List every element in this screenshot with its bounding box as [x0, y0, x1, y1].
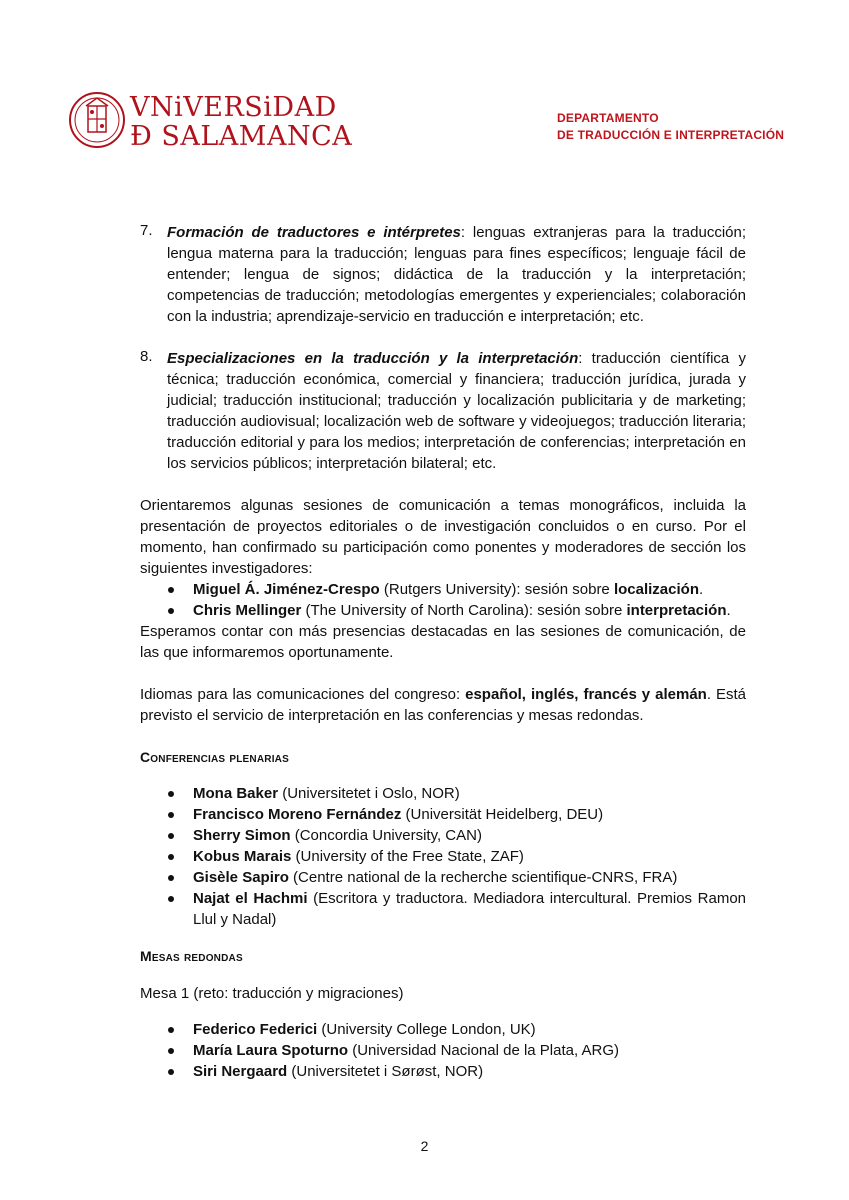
hope-paragraph: Esperamos contar con más presencias destacadas en las sesiones de comunicación, de las que informaremos oportunamente.	[140, 623, 746, 661]
bullet-icon	[168, 875, 174, 881]
university-name-line2: Ð SALAMANCA	[130, 121, 353, 152]
bullet-icon	[168, 896, 174, 902]
speaker-affiliation: (Universitetet i Oslo, NOR)	[278, 785, 460, 802]
speaker-name: Kobus Marais	[193, 848, 292, 865]
round-tables-heading: Mesas redondas	[140, 948, 243, 964]
speaker-affiliation: (University of the Free State, ZAF)	[291, 848, 524, 865]
list-item	[140, 825, 746, 846]
list-item-7	[140, 222, 746, 327]
speaker-affiliation: (Escritora y traductora. Mediadora intercultural. Premios Ramon Llul y Nadal)	[193, 890, 746, 928]
list-item	[140, 867, 746, 888]
item-body	[167, 222, 746, 327]
bullet-icon	[168, 812, 174, 818]
orientation-paragraph: Orientaremos algunas sesiones de comunicación a temas monográficos, incluida la presentación de proyectos editoriales o de investigación concluidos o en curso. Por el momento, han confirmado su participación como ponentes y moderadores de sección los siguientes investigadores:	[140, 497, 746, 577]
university-seal-icon	[68, 88, 126, 152]
speaker-name: Francisco Moreno Fernández	[193, 806, 402, 823]
item-title: Especializaciones en la traducción y la interpretación	[167, 350, 579, 367]
list-item	[140, 804, 746, 825]
bullet-icon	[168, 1069, 174, 1075]
item-body	[167, 348, 746, 474]
item-number: 8.	[140, 348, 153, 365]
item-number: 7.	[140, 222, 153, 239]
languages-rest: . Está previsto el servicio de interpretación en las conferencias y mesas redondas.	[140, 686, 746, 724]
moderator-text: (The University of North Carolina): sesión sobre	[301, 602, 627, 619]
languages-list: español, inglés, francés y alemán	[465, 686, 707, 703]
bullet-icon	[168, 833, 174, 839]
bullet-icon	[168, 587, 174, 593]
department-line1: DEPARTAMENTO	[557, 111, 659, 125]
list-item	[140, 1040, 746, 1061]
member-name: Siri Nergaard	[193, 1063, 288, 1080]
list-item	[140, 600, 746, 621]
languages-intro: Idiomas para las comunicaciones del congreso:	[140, 686, 466, 703]
university-logo	[68, 86, 353, 156]
speaker-name: Najat el Hachmi	[193, 890, 308, 907]
speaker-affiliation: (Concordia University, CAN)	[290, 827, 482, 844]
bullet-icon	[168, 854, 174, 860]
bullet-icon	[168, 1048, 174, 1054]
list-item	[140, 579, 746, 600]
item-text: : traducción científica y técnica; traducción económica, comercial y financiera; traducción jurídica, jurada y judicial; traducción institucional; traducción y localización publicitaria y de marketing; traducción audiovisual; localización web de software y videojuegos; traducción literaria; traducción editorial y para los medios; interpretación de conferencias; interpretación en los servicios públicos; interpretación bilateral; etc.	[167, 350, 746, 472]
department-line2: DE TRADUCCIÓN E INTERPRETACIÓN	[557, 128, 785, 142]
moderators-list	[140, 579, 746, 621]
languages-paragraph	[140, 684, 746, 726]
list-item	[140, 888, 746, 930]
speaker-name: Gisèle Sapiro	[193, 869, 289, 886]
punctuation: .	[726, 602, 731, 619]
moderator-topic: localización	[613, 581, 699, 598]
moderator-name: Chris Mellinger	[193, 602, 302, 619]
speaker-name: Mona Baker	[193, 785, 279, 802]
member-name: Federico Federici	[193, 1021, 318, 1038]
list-item	[140, 783, 746, 804]
speaker-affiliation: (Centre national de la recherche scientifique-CNRS, FRA)	[288, 869, 678, 886]
bullet-icon	[168, 791, 174, 797]
member-name: María Laura Spoturno	[193, 1042, 349, 1059]
university-name-line1: VNiVERSiDAD	[130, 92, 337, 123]
item-title: Formación de traductores e intérpretes	[167, 224, 461, 241]
bullet-icon	[168, 1027, 174, 1033]
mesa1-title: Mesa 1 (reto: traducción y migraciones)	[140, 985, 404, 1002]
member-affiliation: (Universitetet i Sørøst, NOR)	[287, 1063, 484, 1080]
member-affiliation: (University College London, UK)	[317, 1021, 536, 1038]
list-item-8	[140, 348, 746, 474]
bullet-icon	[168, 608, 174, 614]
item-text: : lenguas extranjeras para la traducción; lengua materna para la traducción; lenguas para fines específicos; lenguaje fácil de entender; lengua de signos; didáctica de la traducción y la interpretación; competencias de traducción; metodologías emergentes y experienciales; colaboración con la industria; aprendizaje-servicio en traducción e interpretación; etc.	[167, 224, 747, 325]
moderator-text: (Rutgers University): sesión sobre	[379, 581, 614, 598]
plenaries-heading: Conferencias plenarias	[140, 749, 289, 765]
speaker-affiliation: (Universität Heidelberg, DEU)	[401, 806, 604, 823]
page-number: 2	[420, 1138, 429, 1154]
moderator-topic: interpretación	[626, 602, 727, 619]
list-item	[140, 846, 746, 867]
moderator-name: Miguel Á. Jiménez-Crespo	[193, 581, 380, 598]
list-item	[140, 1061, 746, 1082]
list-item	[140, 1019, 746, 1040]
member-affiliation: (Universidad Nacional de la Plata, ARG)	[348, 1042, 619, 1059]
department-header	[557, 110, 784, 144]
punctuation: .	[698, 581, 704, 598]
mesa1-members-list	[140, 1019, 746, 1082]
speaker-name: Sherry Simon	[193, 827, 291, 844]
plenary-speakers-list	[140, 783, 746, 930]
